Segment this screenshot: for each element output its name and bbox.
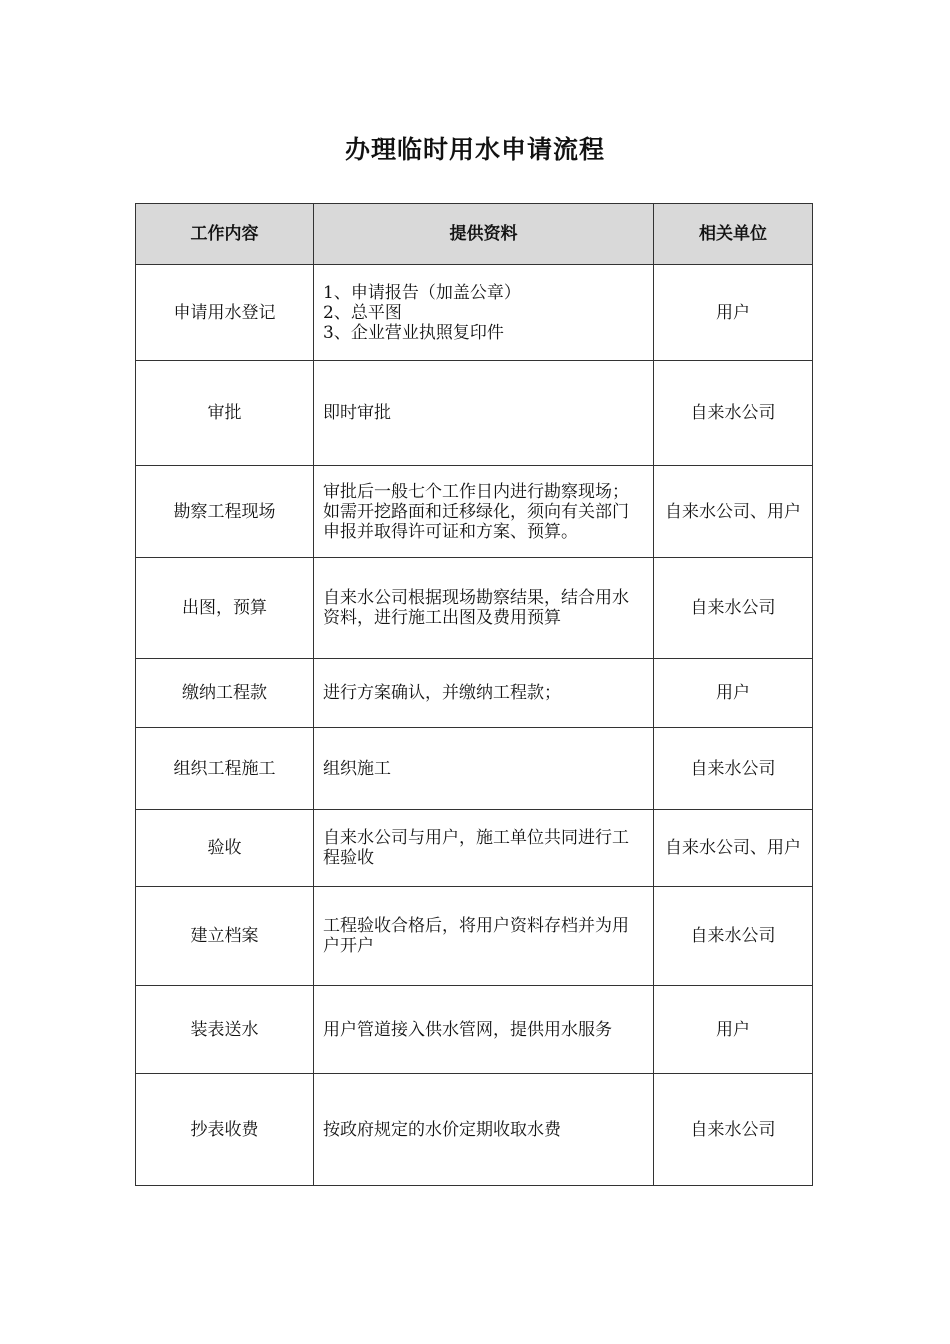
task-cell: 建立档案 (136, 887, 314, 986)
unit-cell: 用户 (654, 659, 813, 728)
table-row (136, 558, 813, 659)
materials-cell: 工程验收合格后，将用户资料存档并为用户开户 (314, 887, 654, 986)
unit-cell: 自来水公司 (654, 728, 813, 810)
materials-cell: 自来水公司与用户，施工单位共同进行工程验收 (314, 810, 654, 887)
material-line: 2、总平图 (323, 302, 402, 323)
table-row (136, 887, 813, 986)
header-materials: 提供资料 (314, 204, 654, 265)
task-cell: 出图，预算 (136, 558, 314, 659)
unit-cell: 自来水公司、用户 (654, 810, 813, 887)
materials-cell: 用户管道接入供水管网，提供用水服务 (314, 986, 654, 1074)
unit-cell: 自来水公司 (654, 361, 813, 466)
table-header-row (136, 204, 813, 265)
materials-cell: 组织施工 (314, 728, 654, 810)
unit-cell: 自来水公司、用户 (654, 466, 813, 558)
unit-cell: 自来水公司 (654, 1074, 813, 1186)
materials-cell (314, 265, 654, 361)
unit-cell: 用户 (654, 265, 813, 361)
task-cell: 申请用水登记 (136, 265, 314, 361)
material-line: 3、企业营业执照复印件 (323, 322, 504, 343)
task-cell: 审批 (136, 361, 314, 466)
table-row (136, 265, 813, 361)
materials-cell: 即时审批 (314, 361, 654, 466)
materials-cell: 审批后一般七个工作日内进行勘察现场；如需开挖路面和迁移绿化，须向有关部门申报并取得许可证和方案、预算。 (314, 466, 654, 558)
table-row (136, 986, 813, 1074)
unit-cell: 用户 (654, 986, 813, 1074)
materials-cell: 自来水公司根据现场勘察结果，结合用水资料，进行施工出图及费用预算 (314, 558, 654, 659)
unit-cell: 自来水公司 (654, 558, 813, 659)
task-cell: 验收 (136, 810, 314, 887)
table-row (136, 466, 813, 558)
header-task: 工作内容 (136, 204, 314, 265)
table-row (136, 1074, 813, 1186)
header-unit: 相关单位 (654, 204, 813, 265)
materials-cell: 进行方案确认，并缴纳工程款； (314, 659, 654, 728)
table-row (136, 361, 813, 466)
task-cell: 勘察工程现场 (136, 466, 314, 558)
task-cell: 装表送水 (136, 986, 314, 1074)
materials-cell: 按政府规定的水价定期收取水费 (314, 1074, 654, 1186)
material-line: 1、申请报告（加盖公章） (323, 282, 521, 303)
task-cell: 组织工程施工 (136, 728, 314, 810)
task-cell: 缴纳工程款 (136, 659, 314, 728)
table-row (136, 810, 813, 887)
table-row (136, 728, 813, 810)
page-title: 办理临时用水申请流程 (344, 135, 605, 164)
process-table (135, 203, 813, 1186)
task-cell: 抄表收费 (136, 1074, 314, 1186)
unit-cell: 自来水公司 (654, 887, 813, 986)
table-row (136, 659, 813, 728)
